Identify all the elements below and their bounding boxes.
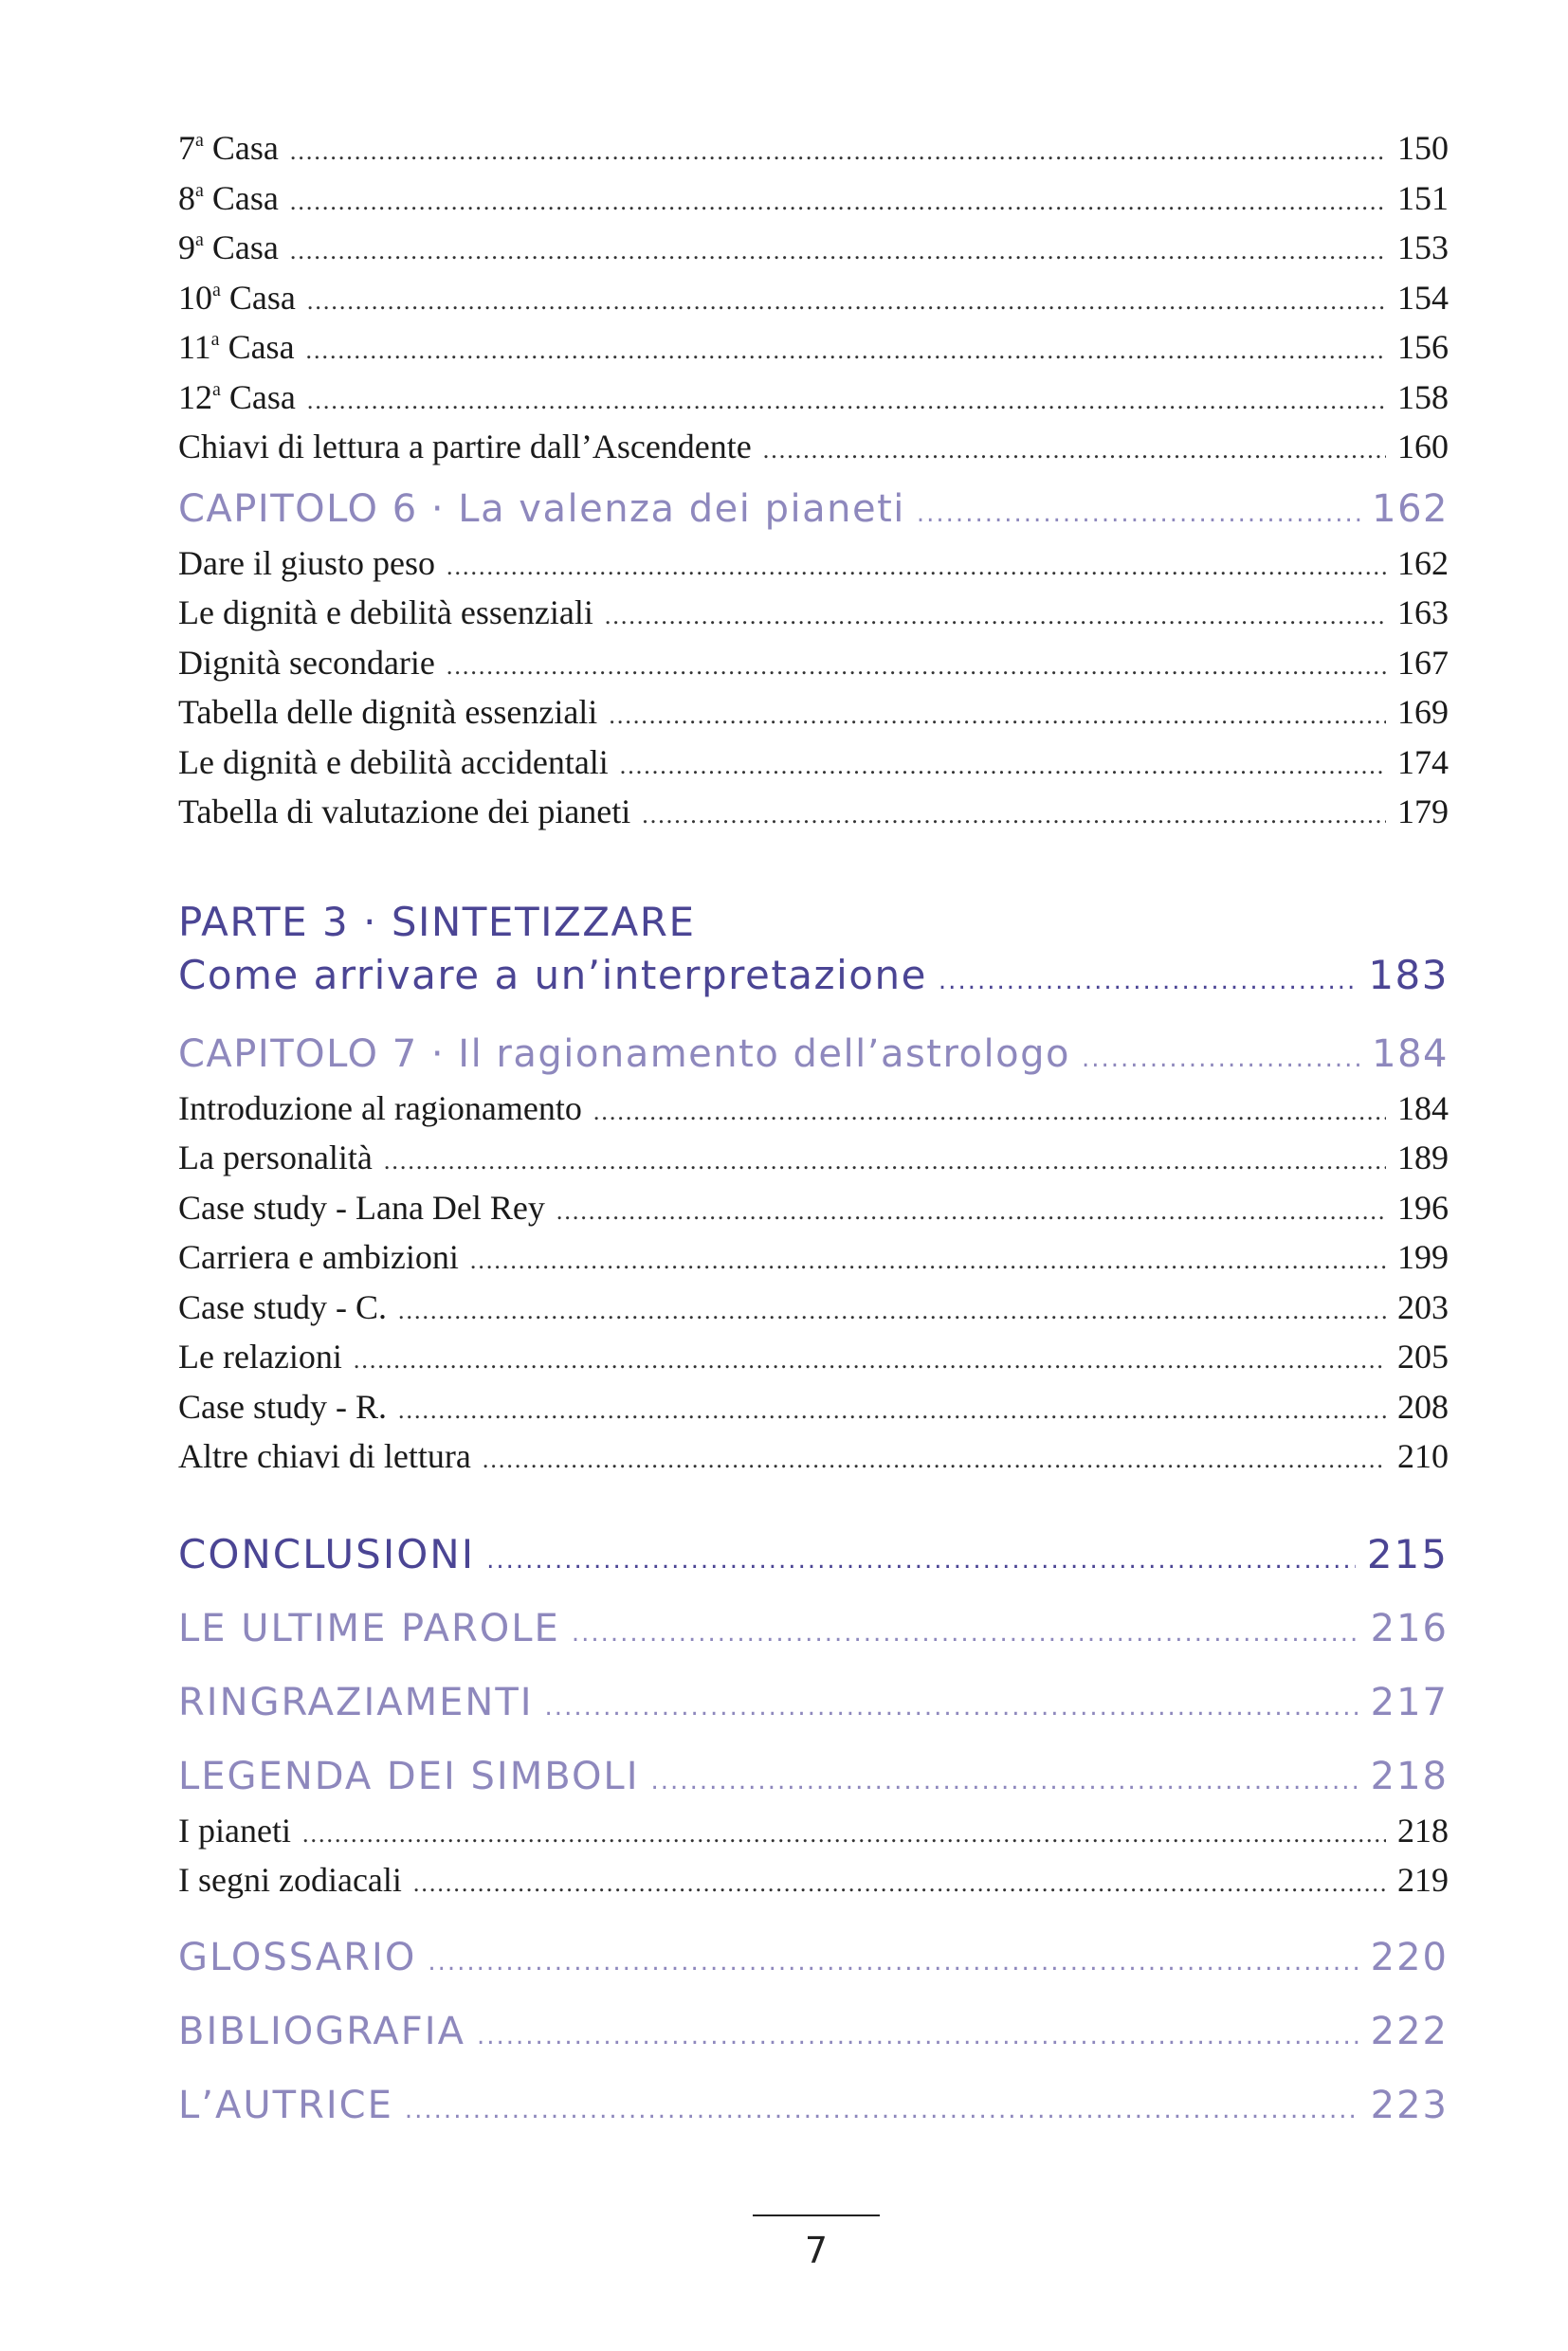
toc-entry[interactable] <box>178 538 1449 589</box>
dot-leader <box>290 127 1386 177</box>
dot-leader <box>447 542 1386 592</box>
page-number: 189 <box>1397 1139 1449 1176</box>
page-number: 208 <box>1397 1387 1449 1426</box>
dot-leader <box>413 1859 1386 1909</box>
page-number: 184 <box>1397 1088 1449 1127</box>
entry-title: 12$^a$ Casa <box>178 377 296 416</box>
dot-leader <box>307 277 1386 327</box>
entry-title: Case study - C. <box>178 1287 387 1326</box>
entry-title: Introduzione al ragionamento <box>178 1088 582 1127</box>
toc-entry[interactable] <box>178 1332 1449 1382</box>
section-title: L’AUTRICE <box>178 2083 393 2127</box>
entry-title: 8$^a$ Casa <box>178 178 279 217</box>
page-number: 203 <box>1397 1287 1449 1326</box>
toc-chapter-7[interactable] <box>178 1025 1449 1084</box>
section-title: LEGENDA DEI SIMBOLI <box>178 1754 640 1798</box>
toc-autrice[interactable] <box>178 2076 1449 2135</box>
page-number: 218 <box>1370 1754 1449 1798</box>
page-number: 163 <box>1397 593 1449 631</box>
toc-entry-chiavi-ascendente[interactable] <box>178 422 1449 472</box>
toc-entry-house-7[interactable] <box>178 123 1449 173</box>
page-number: 174 <box>1397 742 1449 781</box>
entry-title: Dare il giusto peso <box>178 543 435 582</box>
page-number: 184 <box>1372 1031 1449 1076</box>
toc-entry-house-10[interactable] <box>178 273 1449 323</box>
toc-entry[interactable] <box>178 687 1449 738</box>
table-of-contents <box>178 123 1449 2135</box>
toc-chapter-6[interactable] <box>178 480 1449 538</box>
page-number: 210 <box>1397 1437 1449 1475</box>
toc-ringraziamenti[interactable] <box>178 1673 1449 1732</box>
page-number: 154 <box>1397 278 1449 317</box>
dot-leader <box>593 1087 1386 1138</box>
page-number: 215 <box>1366 1530 1449 1577</box>
toc-entry-house-12[interactable] <box>178 373 1449 423</box>
toc-ultime-parole[interactable] <box>178 1599 1449 1658</box>
toc-conclusioni[interactable] <box>178 1525 1449 1584</box>
page-number: 219 <box>1397 1861 1449 1899</box>
page-number: 223 <box>1370 2083 1449 2127</box>
toc-entry[interactable] <box>178 1283 1449 1333</box>
toc-entry[interactable] <box>178 738 1449 788</box>
dot-leader <box>307 376 1386 427</box>
entry-title: Altre chiavi di lettura <box>178 1437 471 1475</box>
dot-leader <box>302 1810 1386 1860</box>
dot-leader <box>477 2007 1359 2066</box>
dot-leader <box>483 1435 1386 1485</box>
entry-title: Le dignità e debilità accidentali <box>178 742 609 781</box>
dot-leader <box>609 691 1386 741</box>
dot-leader <box>398 1286 1386 1337</box>
toc-entry-house-11[interactable] <box>178 322 1449 373</box>
entry-title: I segni zodiacali <box>178 1861 402 1899</box>
page-number: 216 <box>1370 1606 1449 1650</box>
page-number: 150 <box>1397 129 1449 167</box>
dot-leader <box>917 484 1360 543</box>
entry-title: Chiavi di lettura a partire dall’Ascendente <box>178 428 752 465</box>
toc-entry[interactable] <box>178 787 1449 837</box>
page-number: 218 <box>1397 1811 1449 1850</box>
entry-title: 10$^a$ Casa <box>178 278 296 317</box>
section-title: GLOSSARIO <box>178 1935 417 1979</box>
chapter-title: CAPITOLO 7 · Il ragionamento dell’astrologo <box>178 1031 1070 1076</box>
toc-legenda[interactable] <box>178 1747 1449 1806</box>
chapter-title: CAPITOLO 6 · La valenza dei pianeti <box>178 486 905 531</box>
toc-entry-house-8[interactable] <box>178 173 1449 224</box>
part-subtitle: Come arrivare a un’interpretazione <box>178 951 927 998</box>
toc-part-3[interactable] <box>178 949 1449 1008</box>
page-number: 217 <box>1370 1680 1449 1724</box>
page-number: 167 <box>1397 643 1449 682</box>
dot-leader <box>447 642 1386 692</box>
section-title: RINGRAZIAMENTI <box>178 1680 534 1724</box>
dot-leader <box>939 955 1357 1008</box>
dot-leader <box>290 177 1386 228</box>
page-number: 162 <box>1372 486 1449 531</box>
dot-leader <box>306 326 1386 376</box>
toc-entry[interactable] <box>178 1382 1449 1432</box>
page-number: 179 <box>1397 793 1449 830</box>
toc-entry[interactable] <box>178 1855 1449 1905</box>
dot-leader <box>354 1336 1386 1386</box>
entry-title: 9$^a$ Casa <box>178 228 279 266</box>
entry-title: Tabella delle dignità essenziali <box>178 693 598 731</box>
toc-glossario[interactable] <box>178 1928 1449 1987</box>
page-number: 153 <box>1397 228 1449 266</box>
dot-leader <box>486 1531 1356 1590</box>
toc-entry-house-9[interactable] <box>178 223 1449 273</box>
page-number: 199 <box>1397 1238 1449 1276</box>
entry-title: Le relazioni <box>178 1338 342 1376</box>
page-number: 160 <box>1397 428 1449 465</box>
dot-leader <box>572 1604 1359 1663</box>
toc-entry[interactable] <box>178 1431 1449 1482</box>
dot-leader <box>556 1187 1386 1237</box>
toc-entry[interactable] <box>178 1806 1449 1856</box>
dot-leader <box>642 791 1386 841</box>
dot-leader <box>428 1933 1358 1992</box>
footer-rule <box>753 2214 880 2216</box>
dot-leader <box>470 1236 1386 1286</box>
page-number: 196 <box>1397 1188 1449 1227</box>
page-number: 183 <box>1368 951 1449 998</box>
page-number: 222 <box>1370 2009 1449 2053</box>
dot-leader <box>620 741 1386 792</box>
entry-title: Dignità secondarie <box>178 643 435 682</box>
toc-entry[interactable] <box>178 1183 1449 1233</box>
entry-title: 7$^a$ Casa <box>178 129 279 167</box>
entry-title: Case study - Lana Del Rey <box>178 1188 545 1227</box>
page-number: 156 <box>1397 328 1449 366</box>
part-title: PARTE 3 · SINTETIZZARE <box>178 898 696 945</box>
dot-leader <box>605 592 1386 642</box>
page-number: 158 <box>1397 377 1449 416</box>
page-number: 169 <box>1397 693 1449 731</box>
section-title: BIBLIOGRAFIA <box>178 2009 465 2053</box>
entry-title: La personalità <box>178 1139 373 1176</box>
section-title: LE ULTIME PAROLE <box>178 1606 560 1650</box>
toc-entry[interactable] <box>178 1084 1449 1134</box>
entry-title: Carriera e ambizioni <box>178 1238 459 1276</box>
toc-part-3-heading <box>178 896 1449 949</box>
toc-entry[interactable] <box>178 588 1449 638</box>
page-number-footer: 7 <box>804 2230 829 2271</box>
toc-entry[interactable] <box>178 1232 1449 1283</box>
dot-leader <box>545 1678 1359 1737</box>
dot-leader <box>1082 1030 1360 1088</box>
dot-leader <box>398 1386 1386 1436</box>
page-number: 205 <box>1397 1338 1449 1376</box>
dot-leader <box>384 1137 1386 1187</box>
toc-entry[interactable] <box>178 1133 1449 1183</box>
dot-leader <box>651 1752 1359 1811</box>
entry-title: Le dignità e debilità essenziali <box>178 593 593 631</box>
dot-leader <box>763 426 1386 476</box>
entry-title: I pianeti <box>178 1811 291 1850</box>
dot-leader <box>290 227 1386 277</box>
entry-title: Tabella di valutazione dei pianeti <box>178 793 631 830</box>
page-number: 162 <box>1397 543 1449 582</box>
page-number: 220 <box>1370 1935 1449 1979</box>
toc-bibliografia[interactable] <box>178 2002 1449 2061</box>
entry-title: 11$^a$ Casa <box>178 328 295 366</box>
dot-leader <box>405 2081 1359 2140</box>
section-title: CONCLUSIONI <box>178 1530 476 1577</box>
entry-title: Case study - R. <box>178 1387 387 1426</box>
toc-entry[interactable] <box>178 638 1449 688</box>
page-number: 151 <box>1397 178 1449 217</box>
